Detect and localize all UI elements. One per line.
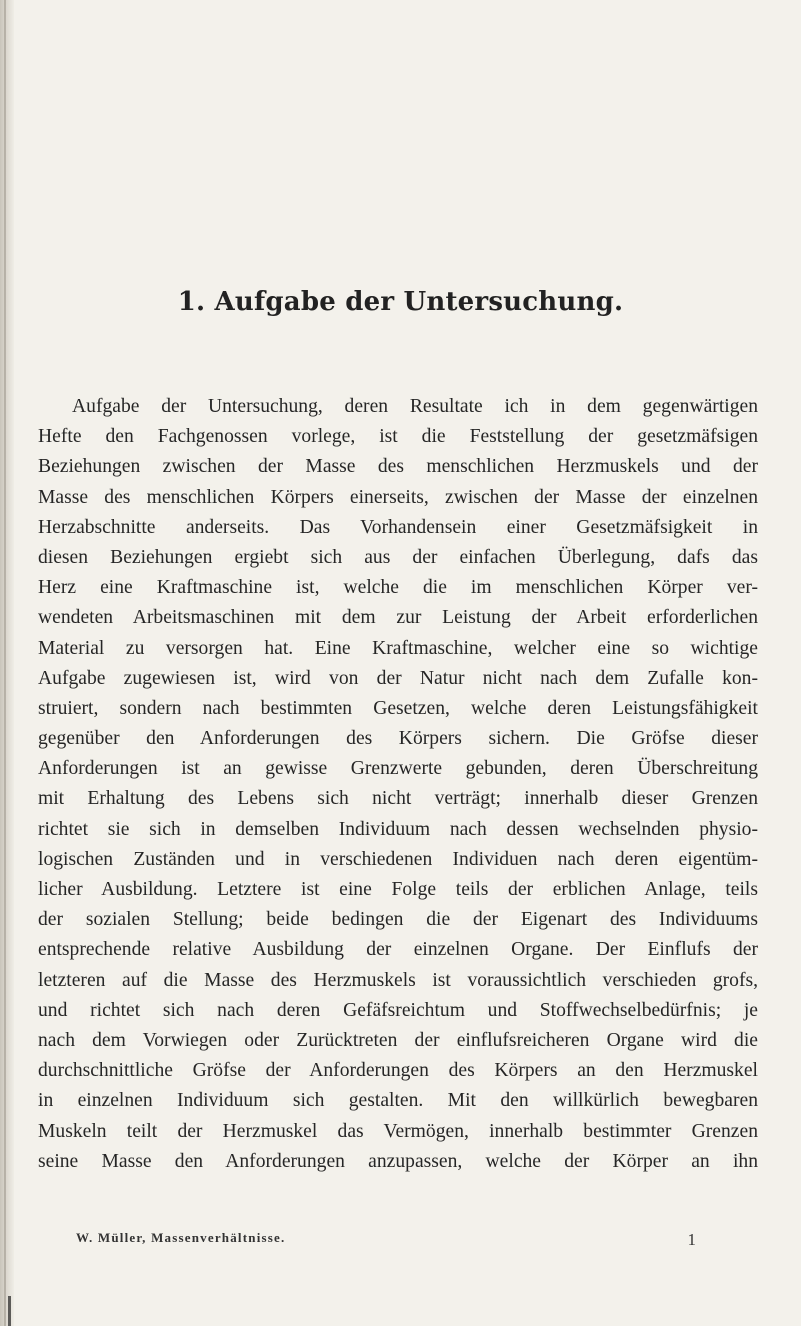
text-line: gegenüber den Anforderungen des Körpers sichern. Die Gröfse dieser [38,728,758,750]
text-line: nach dem Vorwiegen oder Zurücktreten der einflufsreicheren Organe wird die [38,1029,758,1051]
text-line: licher Ausbildung. Letztere ist eine Folge teils der erblichen Anlage, teils [38,879,758,900]
text-line: struiert, sondern nach bestimmten Gesetzen, welche deren Leistungsfähigkeit [38,697,758,719]
page-footer [76,1230,696,1252]
text-line: Herz eine Kraftmaschine ist, welche die im menschlichen Körper ver- [38,577,758,599]
text-line: Aufgabe zugewiesen ist, wird von der Natur nicht nach dem Zufalle kon- [38,667,758,689]
binding-gutter-line [4,0,6,1326]
text-line: richtet sie sich in demselben Individuum nach dessen wechselnden physio- [38,818,758,840]
text-line: Hefte den Fachgenossen vorlege, ist die Feststellung der gesetzmäfsigen [38,426,758,448]
text-line: Anforderungen ist an gewisse Grenzwerte gebunden, deren Überschreitung [38,758,758,780]
text-line: diesen Beziehungen ergiebt sich aus der einfachen Überlegung, dafs das [38,546,758,568]
text-line: Muskeln teilt der Herzmuskel das Vermögen, innerhalb bestimmter Grenzen [38,1120,758,1142]
text-line: letzteren auf die Masse des Herzmuskels ist voraussichtlich verschieden grofs, [38,969,758,991]
text-line: wendeten Arbeitsmaschinen mit dem zur Leistung der Arbeit erforderlichen [38,607,758,629]
text-line: Herzabschnitte anderseits. Das Vorhandensein einer Gesetzmäfsigkeit in [38,516,758,538]
text-line: und richtet sich nach deren Gefäfsreichtum und Stoffwechselbedürfnis; je [38,999,758,1021]
text-line: Material zu versorgen hat. Eine Kraftmaschine, welcher eine so wichtige [38,637,758,659]
text-line: Beziehungen zwischen der Masse des menschlichen Herzmuskels und der [38,456,758,478]
corner-scan-mark [8,1296,51,1326]
text-line: entsprechende relative Ausbildung der einzelnen Organe. Der Einflufs der [38,939,758,961]
page-number: 1 [687,1230,696,1249]
text-line: durchschnittliche Gröfse der Anforderungen des Körpers an den Herzmuskel [38,1060,758,1082]
text-line: in einzelnen Individuum sich gestalten. Mit den willkürlich bewegbaren [38,1090,758,1112]
text-line: Aufgabe der Untersuchung, deren Resultate ich in dem gegenwärtigen [72,396,758,417]
binding-gutter-shadow [0,0,14,1326]
section-heading: 1. Aufgabe der Untersuchung. [177,287,624,317]
text-line: Masse des menschlichen Körpers einerseits, zwischen der Masse der einzelnen [38,486,758,508]
text-line: der sozialen Stellung; beide bedingen die der Eigenart des Individuums [38,909,758,931]
text-line: logischen Zuständen und in verschiedenen Individuen nach deren eigentüm- [38,848,758,870]
text-line: mit Erhaltung des Lebens sich nicht verträgt; innerhalb dieser Grenzen [38,788,758,810]
footer-signature: W. Müller, Massenverhältnisse. [76,1230,286,1245]
text-line: seine Masse den Anforderungen anzupassen, welche der Körper an ihn [38,1150,758,1172]
body-paragraph [38,392,758,1177]
